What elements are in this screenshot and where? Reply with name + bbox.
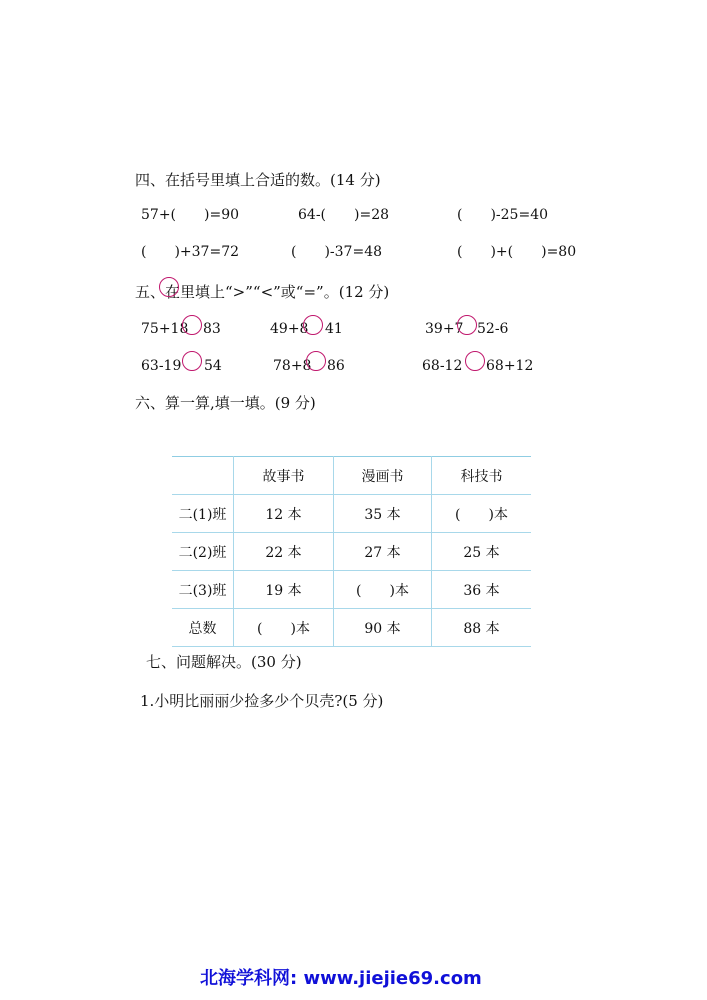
table-cell: 二(3)班	[172, 571, 234, 609]
table-cell: 22 本	[234, 533, 334, 571]
equation-4-2-1: ( )+37=72	[141, 244, 240, 260]
table-cell: 88 本	[432, 609, 532, 647]
table-header-cell: 漫画书	[334, 457, 432, 495]
compare-1-1-right: 83	[203, 321, 221, 337]
table-cell: 25 本	[432, 533, 532, 571]
compare-2-3-left: 68-12	[422, 358, 463, 374]
compare-2-3-right: 68+12	[486, 358, 534, 374]
section7-title: 七、问题解决。(30 分)	[146, 653, 302, 671]
section4-title: 四、在括号里填上合适的数。(14 分)	[135, 171, 381, 189]
table-row	[172, 495, 531, 533]
compare-1-2-left: 49+8	[270, 321, 309, 337]
compare-2-2-left: 78+8	[273, 358, 312, 374]
table-cell: 总数	[172, 609, 234, 647]
table-cell: 12 本	[234, 495, 334, 533]
equation-4-1-1: 57+( )=90	[141, 207, 240, 223]
table-header-row	[172, 457, 531, 495]
table-cell: 90 本	[334, 609, 432, 647]
table-header-cell: 故事书	[234, 457, 334, 495]
table-cell: 二(1)班	[172, 495, 234, 533]
table-cell: 36 本	[432, 571, 532, 609]
compare-2-1-right: 54	[204, 358, 222, 374]
circle-icon	[159, 277, 179, 297]
table-row	[172, 571, 531, 609]
section5-title-start: 五、在	[135, 283, 181, 301]
compare-circle-icon[interactable]	[182, 351, 202, 371]
compare-circle-icon[interactable]	[303, 315, 323, 335]
compare-circle-icon[interactable]	[306, 351, 326, 371]
table-cell[interactable]: ( )本	[432, 495, 532, 533]
equation-4-1-3: ( )-25=40	[457, 207, 549, 223]
compare-1-3-right: 52-6	[477, 321, 509, 337]
compare-2-1-left: 63-19	[141, 358, 182, 374]
table-header-cell: 科技书	[432, 457, 532, 495]
table-cell: 27 本	[334, 533, 432, 571]
compare-circle-icon[interactable]	[457, 315, 477, 335]
table-row	[172, 533, 531, 571]
table-cell[interactable]: ( )本	[334, 571, 432, 609]
equation-4-1-2: 64-( )=28	[298, 207, 390, 223]
table-header-cell	[172, 457, 234, 495]
table-cell: 19 本	[234, 571, 334, 609]
compare-1-1-left: 75+18	[141, 321, 189, 337]
equation-4-2-2: ( )-37=48	[291, 244, 383, 260]
compare-circle-icon[interactable]	[182, 315, 202, 335]
table-row	[172, 609, 531, 647]
compare-1-2-right: 41	[325, 321, 343, 337]
compare-2-2-right: 86	[327, 358, 345, 374]
equation-4-2-3: ( )+( )=80	[457, 244, 577, 260]
table-cell: 35 本	[334, 495, 432, 533]
compare-circle-icon[interactable]	[465, 351, 485, 371]
table-cell[interactable]: ( )本	[234, 609, 334, 647]
books-table	[172, 456, 531, 647]
question-1: 1.小明比丽丽少捡多少个贝壳?(5 分)	[140, 692, 384, 710]
compare-1-3-left: 39+7	[425, 321, 464, 337]
footer-watermark: 北海学科网: www.jiejie69.com	[200, 968, 482, 989]
section6-title: 六、算一算,填一填。(9 分)	[135, 394, 316, 412]
section5-title-end: 里填上“>”“<”或“=”。(12 分)	[180, 283, 390, 301]
table-cell: 二(2)班	[172, 533, 234, 571]
